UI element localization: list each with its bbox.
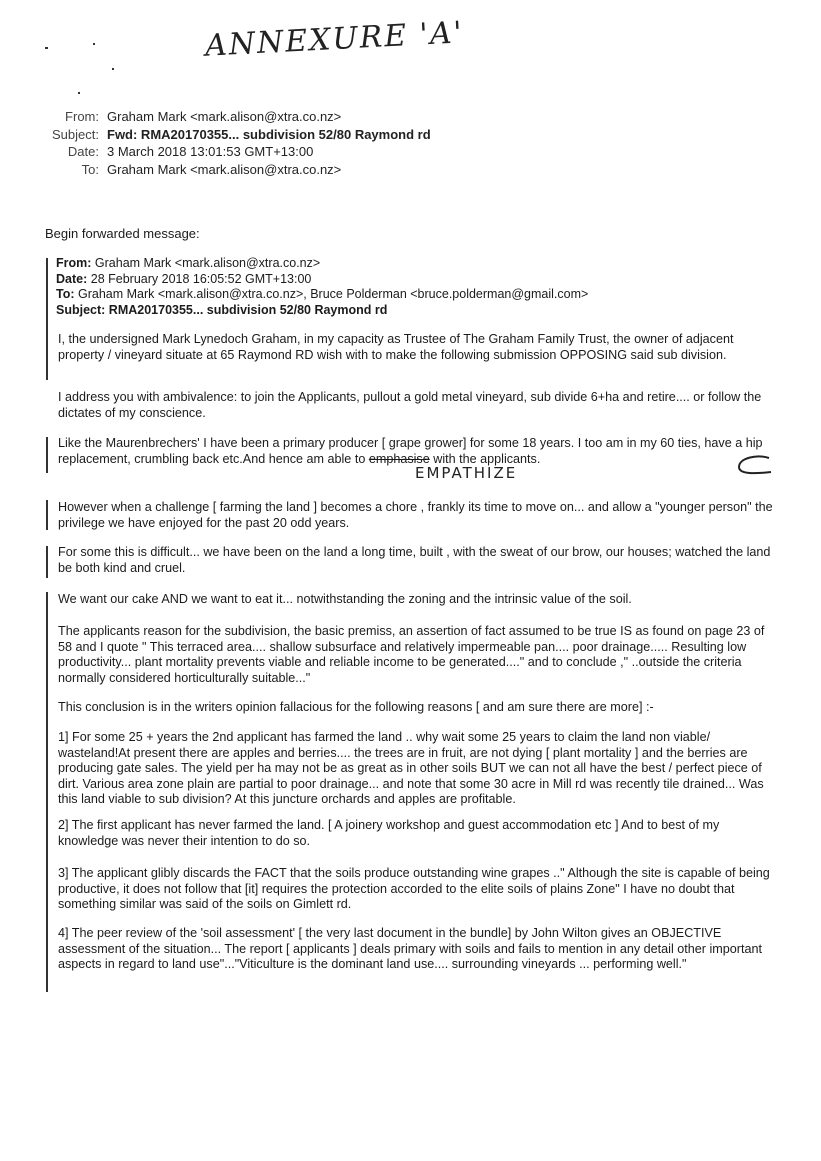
to-label: To: (81, 161, 99, 177)
quote-bar (46, 500, 48, 530)
fwd-date-value: 28 February 2018 16:05:52 GMT+13:00 (90, 271, 312, 286)
paragraph-difficult: For some this is difficult... we have been on the land a long time, built , with the sweat of our brow, our houses; watched the land be both kind and cruel. (58, 545, 771, 575)
paragraph-point-1: 1] For some 25 + years the 2nd applicant has farmed the land .. why wait some 25 years to claim the land non viable/ wasteland!At present there are apples and berries.... the trees are in fruit, are not dying [ plant mortality ] and the berries are producing gate sales. The yield per ha may not be as great as in other soils BUT we can not all have the best / perfect piece of dirt. Various area zone plain are partial to poor drainage... and note that some 30 acre in Mill rd was recently tile drained... Was this land viable to sub division? At this juncture orchards and apples are profitable. (58, 730, 764, 807)
from-value: Graham Mark <mark.alison@xtra.co.nz> (107, 109, 342, 124)
quote-bar (46, 258, 48, 380)
p3-text-start: Like the Maurenbrechers' I have been a primary producer [ grape grower] for some 18 years. I too am in my 60 ties, have a hip replacement, crumbling back etc.And hence am able to (58, 436, 763, 466)
paragraph-point-4: 4] The peer review of the 'soil assessment' [ the very last document in the bundle] by John Wilton gives an OBJECTIVE assessment of the situation... The report [ applicants ] deals primary with soils and fails to mention in any detail other important aspects in regard to land use"..."Viticulture is the dominant land use.... surrounding vineyards ... performing well." (58, 926, 762, 972)
quote-bar (46, 592, 48, 992)
fwd-date-label: Date: (56, 271, 88, 286)
begin-forwarded: Begin forwarded message: (45, 226, 200, 241)
struck-word: emphasise (368, 451, 430, 466)
paragraph-point-3: 3] The applicant glibly discards the FACT that the soils produce outstanding wine grapes .." Although the site is capable of being productive, it does not follow that [it] requires the protection accorded to the elite soils of plains Zone" I have no doubt that something similar was said of the soils on Gimlett rd. (58, 866, 770, 912)
ink-speck (93, 43, 95, 45)
ink-speck (78, 92, 80, 94)
fwd-from-label: From: (56, 256, 92, 270)
paragraph-challenge: However when a challenge [ farming the land ] becomes a chore , frankly its time to move on... and allow a "younger person" the privilege we have enjoyed for the past 20 odd years. (58, 500, 773, 530)
paragraph-cake: We want our cake AND we want to eat it... notwithstanding the zoning and the intrinsic value of the soil. (58, 592, 632, 606)
quote-bar (46, 437, 48, 473)
quote-bar (46, 546, 48, 578)
fwd-subject-label: Subject: (56, 302, 106, 317)
fwd-to-value: Graham Mark <mark.alison@xtra.co.nz>, Bruce Polderman <bruce.polderman@gmail.com> (78, 287, 589, 301)
paragraph-conclusion: This conclusion is in the writers opinion fallacious for the following reasons [ and am sure there are more] :- (58, 700, 654, 714)
subject-label: Subject: (52, 126, 99, 142)
paragraph-premiss: The applicants reason for the subdivision, the basic premiss, an assertion of fact assumed to be true IS as found on page 23 of 58 and I quote " This terraced area.... shallow subsurface and relatively impermeable pan.... poor drainage..... Resulting low productivity... plant mortality prevents viable and reliable income to be generated...." and to conclude ," ..outside the criteria normally considered horticulturally suitable..." (58, 624, 765, 685)
paragraph-ambivalence: I address you with ambivalence: to join the Applicants, pullout a gold metal vineyard, sub divide 6+ha and retire.... or follow the dictates of my conscience. (58, 390, 762, 420)
subject-value: Fwd: RMA20170355... subdivision 52/80 Raymond rd (107, 126, 431, 142)
from-label: From: (65, 109, 99, 124)
email-header (30, 108, 431, 178)
paragraph-maurenbrechers (58, 436, 774, 467)
forwarded-header (56, 256, 588, 318)
paragraph-point-2: 2] The first applicant has never farmed the land. [ A joinery workshop and guest accommodation etc ] And to best of my knowledge was never their intention to do so. (58, 818, 720, 848)
annexure-title: ANNEXURE 'A' (204, 15, 465, 64)
paragraph-trustee: I, the undersigned Mark Lynedoch Graham, in my capacity as Trustee of The Graham Family Trust, the owner of adjacent property / vineyard situate at 65 Raymond RD wish with to make the following submission OPPOSING said sub division. (58, 332, 734, 362)
to-value: Graham Mark <mark.alison@xtra.co.nz> (107, 161, 342, 177)
date-value: 3 March 2018 13:01:53 GMT+13:00 (107, 144, 314, 159)
handwritten-correction: EMPATHIZE (415, 464, 518, 482)
fwd-subject-value: RMA20170355... subdivision 52/80 Raymond rd (108, 302, 388, 317)
p3-text-end: with the applicants. (429, 451, 541, 466)
fwd-to-label: To: (56, 287, 75, 301)
handwritten-mark-icon (733, 452, 773, 478)
ink-speck (45, 47, 48, 49)
date-label: Date: (67, 144, 99, 159)
fwd-from-value: Graham Mark <mark.alison@xtra.co.nz> (94, 256, 321, 270)
ink-speck (112, 68, 114, 70)
